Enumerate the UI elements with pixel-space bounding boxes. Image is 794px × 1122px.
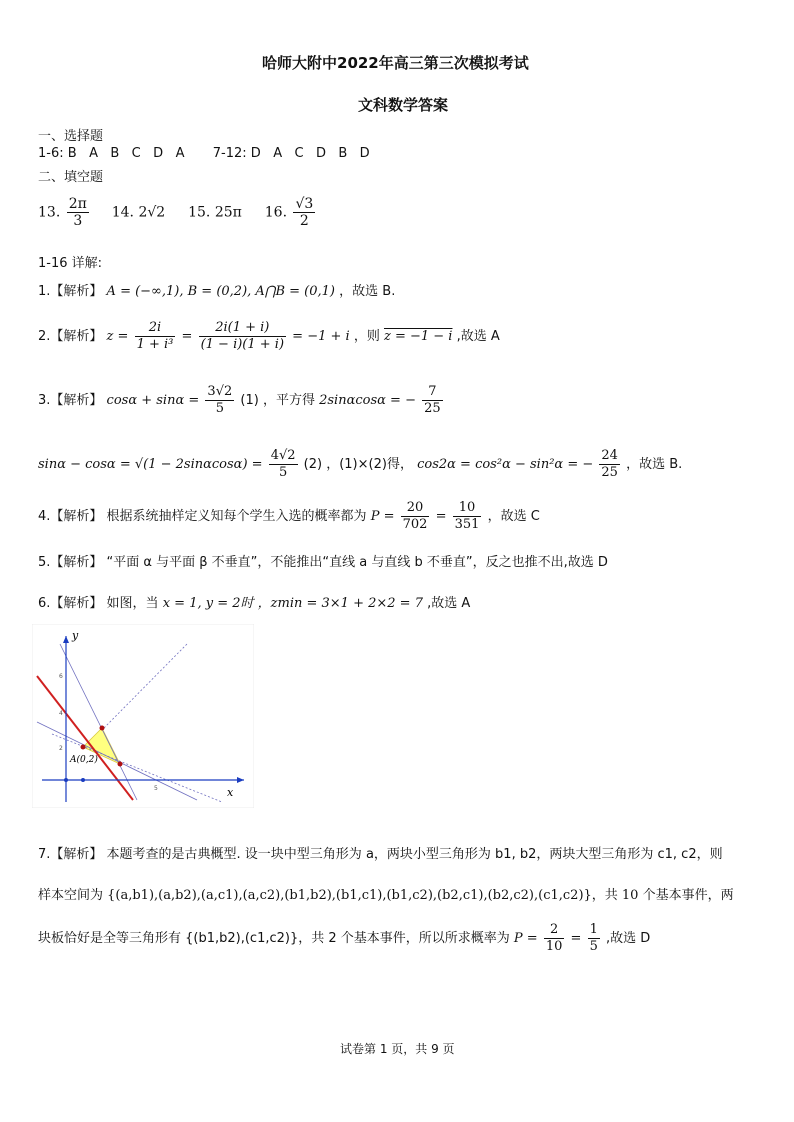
q2-label: 2.【解析】 bbox=[38, 329, 103, 344]
fill-answers bbox=[38, 196, 317, 229]
a16-fraction: $\frac{√3}{2}$ bbox=[295, 196, 314, 229]
q7-frac2: $\frac{1}{5}$ bbox=[589, 922, 598, 954]
q1-expr: A = (−∞,1), B = (0,2), A⋂B = (0,1) bbox=[106, 284, 335, 299]
q3-frac1: $\frac{3√2}{5}$ bbox=[207, 384, 233, 416]
y-axis-label: y bbox=[72, 629, 79, 642]
point-a bbox=[81, 745, 86, 750]
q4-label: 4.【解析】 bbox=[38, 509, 103, 524]
choice-row2-answers: D A C D B D bbox=[250, 146, 370, 161]
vertex-top bbox=[100, 726, 105, 731]
a14-label: 14. bbox=[111, 204, 134, 221]
a15-value: 25π bbox=[214, 204, 242, 221]
x-axis-label: x bbox=[227, 786, 234, 799]
page-title: 哈师大附中2022年高三第三次模拟考试 bbox=[262, 54, 529, 72]
q6-line: 6.【解析】 如图，当 x = 1, y = 2时 ，zmin = 3×1 + 2×2 = 7 ,故选 A bbox=[38, 596, 471, 611]
q4-frac1: $\frac{20}{702}$ bbox=[402, 500, 428, 532]
vertex-right bbox=[118, 762, 123, 767]
page-footer: 试卷第 1 页，共 9 页 bbox=[340, 1042, 455, 1056]
q7-frac1: $\frac{2}{10}$ bbox=[545, 922, 563, 954]
q4-line: 4.【解析】 根据系统抽样定义知每个学生入选的概率都为 P = $\frac{20}{702}$ = $\frac{10}{351}$ ，故选 C bbox=[38, 500, 540, 532]
a14-value: 2√2 bbox=[138, 204, 166, 221]
q5-text: “平面 α 与平面 β 不垂直”，不能推出“直线 a 与直线 b 不垂直”，反之也推不出,故选 D bbox=[106, 555, 608, 570]
choice-row2-label: 7-12: bbox=[212, 146, 247, 161]
q1-line bbox=[38, 280, 395, 299]
a13-label: 13. bbox=[38, 204, 61, 221]
section-heading-fill: 二、填空题 bbox=[38, 170, 104, 185]
q7-line2: 样本空间为 {(a,b1),(a,b2),(a,c1),(a,c2),(b1,b2),(b1,c1),(b1,c2),(b2,c1),(b2,c2),(c1,c2)}，共 10 个基本事件，两 bbox=[38, 888, 734, 903]
q2-frac1: $\frac{2i}{\text{1 + i³}}$ bbox=[136, 320, 174, 352]
q7-label: 7.【解析】 bbox=[38, 847, 103, 862]
q5-line bbox=[38, 551, 608, 570]
a16-label: 16. bbox=[264, 204, 288, 221]
q4-frac2: $\frac{10}{351}$ bbox=[454, 500, 480, 532]
q7-line3: 块板恰好是全等三角形有 {(b1,b2),(c1,c2)}，共 2 个基本事件，所以所求概率为 P = $\frac{2}{10}$ = $\frac{1}{5}$ ,故选 D bbox=[38, 922, 651, 954]
page-subtitle: 文科数学答案 bbox=[358, 96, 449, 114]
choice-answers bbox=[38, 146, 370, 161]
a13-fraction: $\frac{2\pi}{3}$ bbox=[68, 196, 87, 229]
detail-heading: 1-16 详解: bbox=[38, 256, 103, 271]
y-tick-2: 2 bbox=[59, 745, 63, 752]
q3-frac3: $\frac{4√2}{5}$ bbox=[270, 448, 296, 480]
q3-frac4: $\frac{24}{25}$ bbox=[601, 448, 618, 480]
q3-line2: sinα − cosα = √(1 − 2sinαcosα) = $\frac{4√2}{5}$ (2) ，(1)×(2)得， cos2α = cos²α − sin²α = − $\frac{24}{25}$ ，故选 B. bbox=[38, 448, 683, 480]
q2-conjugate: z = −1 − i bbox=[383, 329, 453, 344]
feasible-region-graph bbox=[32, 624, 254, 808]
y-tick-6: 6 bbox=[59, 673, 63, 680]
choice-row1-label: 1-6: bbox=[38, 146, 64, 161]
q6-label: 6.【解析】 bbox=[38, 596, 103, 611]
q3-line1: 3.【解析】 cosα + sinα = $\frac{3√2}{5}$ (1) ，平方得 2sinαcosα = − $\frac{7}{25}$ bbox=[38, 384, 441, 416]
q7-line1: 7.【解析】 本题考查的是古典概型. 设一块中型三角形为 a，两块小型三角形为 b1, b2，两块大型三角形为 c1, c2，则 bbox=[38, 847, 723, 862]
y-tick-4: 4 bbox=[59, 710, 63, 717]
q1-label: 1.【解析】 bbox=[38, 284, 103, 299]
q3-label: 3.【解析】 bbox=[38, 393, 103, 408]
q2-frac2: $\frac{2i(1 + i)}{(1 - i)(1 + i)}$ bbox=[200, 320, 285, 352]
q3-frac2: $\frac{7}{25}$ bbox=[424, 384, 441, 416]
q5-label: 5.【解析】 bbox=[38, 555, 103, 570]
q1-tail: ，故选 B. bbox=[339, 284, 396, 299]
x-tick-5: 5 bbox=[154, 785, 158, 792]
q2-line: 2.【解析】 z = $\frac{2i}{\text{1 + i³}}$ = $\frac{2i(1 + i)}{(1 - i)(1 + i)}$ = −1 + i ，则 z = −1 − i ,故选 A bbox=[38, 320, 500, 352]
point-a-label: A(0,2) bbox=[70, 755, 98, 765]
section-heading-choice: 一、选择题 bbox=[38, 129, 104, 144]
choice-row1-answers: B A B C D A bbox=[67, 146, 185, 161]
a15-label: 15. bbox=[188, 204, 211, 221]
